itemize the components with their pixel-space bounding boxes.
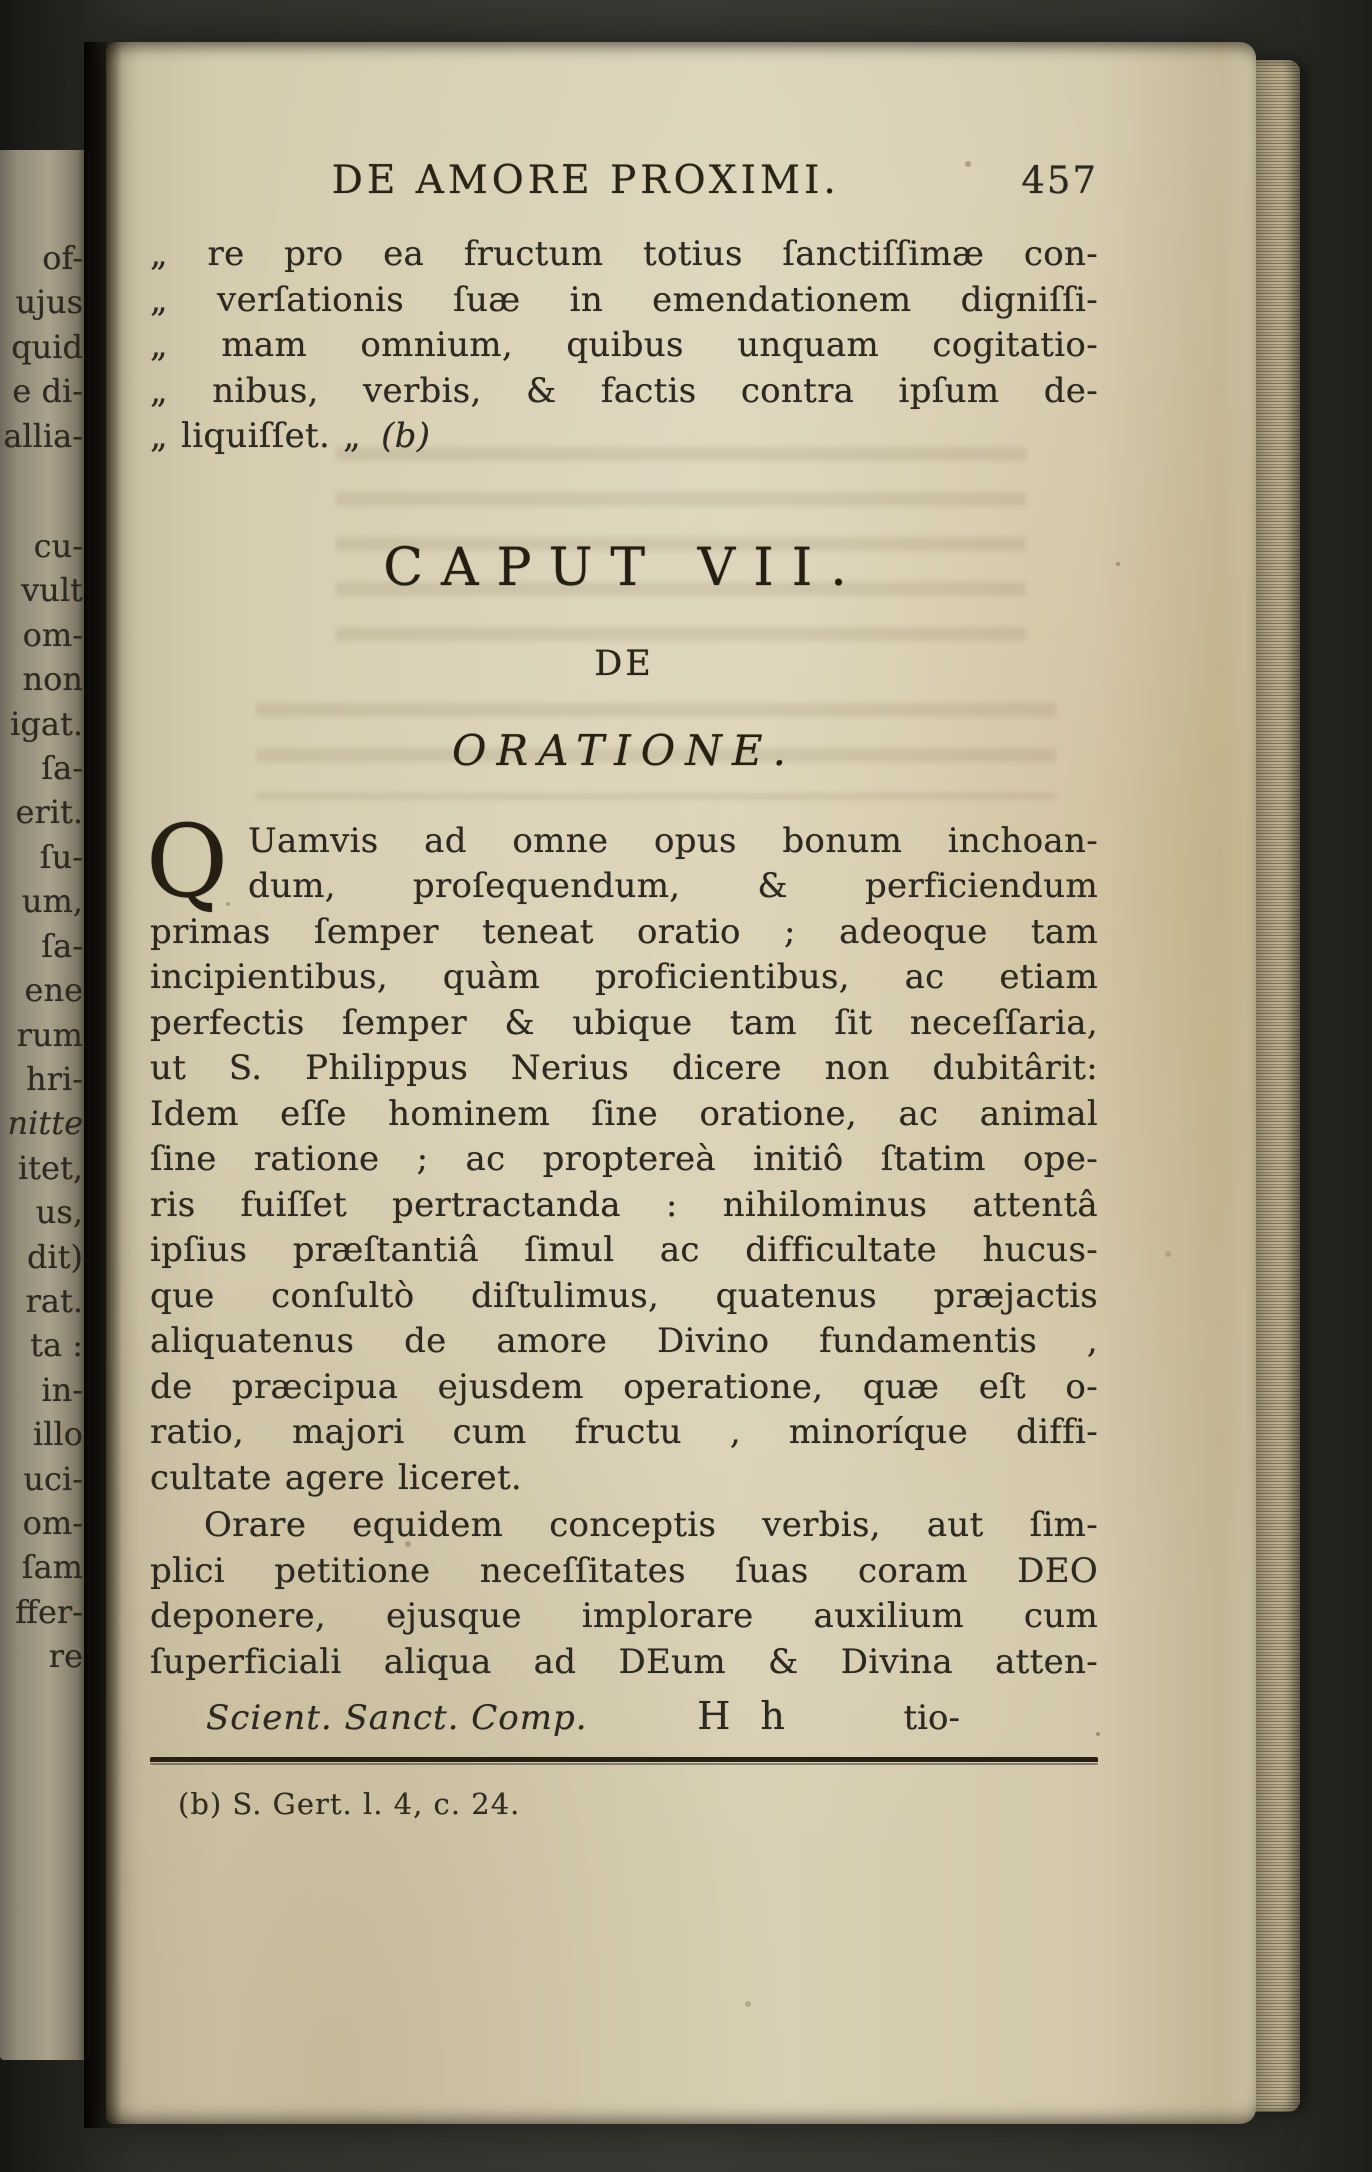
fragment-line: vult [21, 571, 83, 610]
fragment-line: quid [11, 327, 83, 366]
fragment-line: om- [22, 1503, 83, 1542]
fragment-line: dit) [26, 1237, 83, 1276]
body-line: deponere, ejusque implorare auxilium cum [150, 1596, 1098, 1636]
body-line: primas ſemper teneat oratio ; adeoque tam [150, 911, 1098, 952]
book-page [106, 42, 1256, 2124]
fragment-line: re [48, 1637, 83, 1676]
chapter-subheading: DE [594, 643, 654, 684]
page-stack-fore-edge [1252, 60, 1300, 2112]
body-line: ſuperficiali aliqua ad DEum & Divina atten- [150, 1641, 1098, 1682]
fragment-line: ta : [30, 1326, 83, 1365]
fragment-line: om- [22, 615, 83, 654]
fragment-line: uci- [23, 1459, 83, 1498]
facing-page-fragments [3, 236, 83, 1679]
fragment-line: erit. [15, 793, 83, 832]
gathering-signature: H h [697, 1694, 794, 1738]
fragment-line: e di- [12, 372, 83, 411]
fragment-line: nitte [7, 1104, 83, 1143]
paragraph [146, 802, 1098, 1502]
facing-page-edge [0, 150, 90, 2060]
page-number: 457 [1021, 159, 1098, 202]
footnote-rule [150, 1757, 1098, 1765]
quote-line: „ re pro ea fructum totius ſanctiſſimæ con- [150, 234, 1098, 274]
body-line: Idem eſſe hominem ſine oratione, ac animal [150, 1093, 1098, 1134]
body-line: Uamvis ad omne opus bonum inchoan- [248, 820, 1098, 861]
fragment-line: cu- [33, 527, 83, 566]
quote-line: „ mam omnium, quibus unquam cogitatio- [150, 325, 1098, 365]
body-line: de præcipua ejusdem operatione, quæ eſt o- [150, 1366, 1098, 1407]
fragment-line: ffer- [15, 1592, 83, 1631]
chapter-title: ORATIONE. [452, 725, 796, 775]
body-line: perfectis ſemper & ubique tam ſit neceſſaria, [150, 1002, 1098, 1043]
chapter-heading-block [150, 538, 1098, 775]
fragment-line: hri- [26, 1059, 83, 1098]
fragment-line: in- [41, 1370, 83, 1409]
gutter-shadow [84, 42, 122, 2128]
running-title: DE AMORE PROXIMI. [331, 158, 840, 203]
fragment-line: ſa- [41, 749, 83, 788]
body-line: ratio, majori cum fructu , minoríque diffi- [150, 1412, 1098, 1452]
drop-cap: Q [146, 802, 228, 920]
catchword: tio- [903, 1698, 960, 1738]
body-line: ipſius præſtantiâ ſimul ac difficultate hucus- [150, 1230, 1098, 1270]
page-content [146, 42, 1098, 1821]
body-line: ut S. Philippus Nerius dicere non dubitârit: [150, 1048, 1098, 1088]
fragment-line: allia- [3, 416, 83, 455]
body-line: dum, proſequendum, & perficiendum [248, 866, 1098, 906]
chapter-number: CAPUT VII. [383, 537, 865, 598]
fragment-line: ene [24, 971, 83, 1010]
body-line: incipientibus, quàm proficientibus, ac etiam [150, 957, 1098, 997]
fragment-line: us, [35, 1193, 83, 1232]
fragment-line: rat. [25, 1281, 83, 1320]
quote-line: „ verſationis ſuæ in emendationem digniſſi- [150, 279, 1098, 320]
fragment-line: um, [21, 882, 83, 921]
fragment-line: ujus [15, 283, 83, 322]
footnote-marker: (b) [381, 416, 431, 456]
fragment-line: ſa- [41, 926, 83, 965]
body-line: ſine ratione ; ac proptereà initiô ſtatim ope- [150, 1139, 1098, 1179]
body-line: aliquatenus de amore Divino fundamentis , [150, 1321, 1098, 1361]
quote-line: „ nibus, verbis, & factis contra ipſum de- [150, 370, 1098, 411]
body-line: ris fuiſſet pertractanda : nihilominus attentâ [150, 1184, 1098, 1225]
body-line: que conſultò diſtulimus, quatenus præjactis [150, 1275, 1098, 1316]
signature-line [150, 1693, 1098, 1741]
quote-line [150, 414, 1098, 460]
fragment-line: rum [16, 1015, 83, 1054]
quote-block [150, 232, 1098, 460]
body-line: Orare equidem conceptis verbis, aut ſim- [204, 1505, 1098, 1545]
fragment-line: illo [33, 1415, 83, 1454]
footnote: (b) S. Gert. l. 4, c. 24. [178, 1787, 521, 1821]
fragment-line: ſu- [39, 837, 83, 876]
fragment-line: ſam [21, 1548, 83, 1587]
signature-title: Scient. Sanct. Comp. [206, 1698, 588, 1738]
body-line: plici petitione neceſſitates ſuas coram DEO [150, 1550, 1098, 1591]
body-line: cultate agere liceret. [150, 1457, 523, 1498]
fragment-line: itet, [17, 1148, 83, 1187]
quote-line-text: „ liquiſſet. „ [150, 416, 362, 456]
fragment-line: non [22, 660, 83, 699]
fragment-line: of- [42, 239, 83, 277]
running-header [150, 42, 1098, 204]
fragment-line: igat. [10, 704, 83, 743]
paragraph [150, 1503, 1098, 1685]
